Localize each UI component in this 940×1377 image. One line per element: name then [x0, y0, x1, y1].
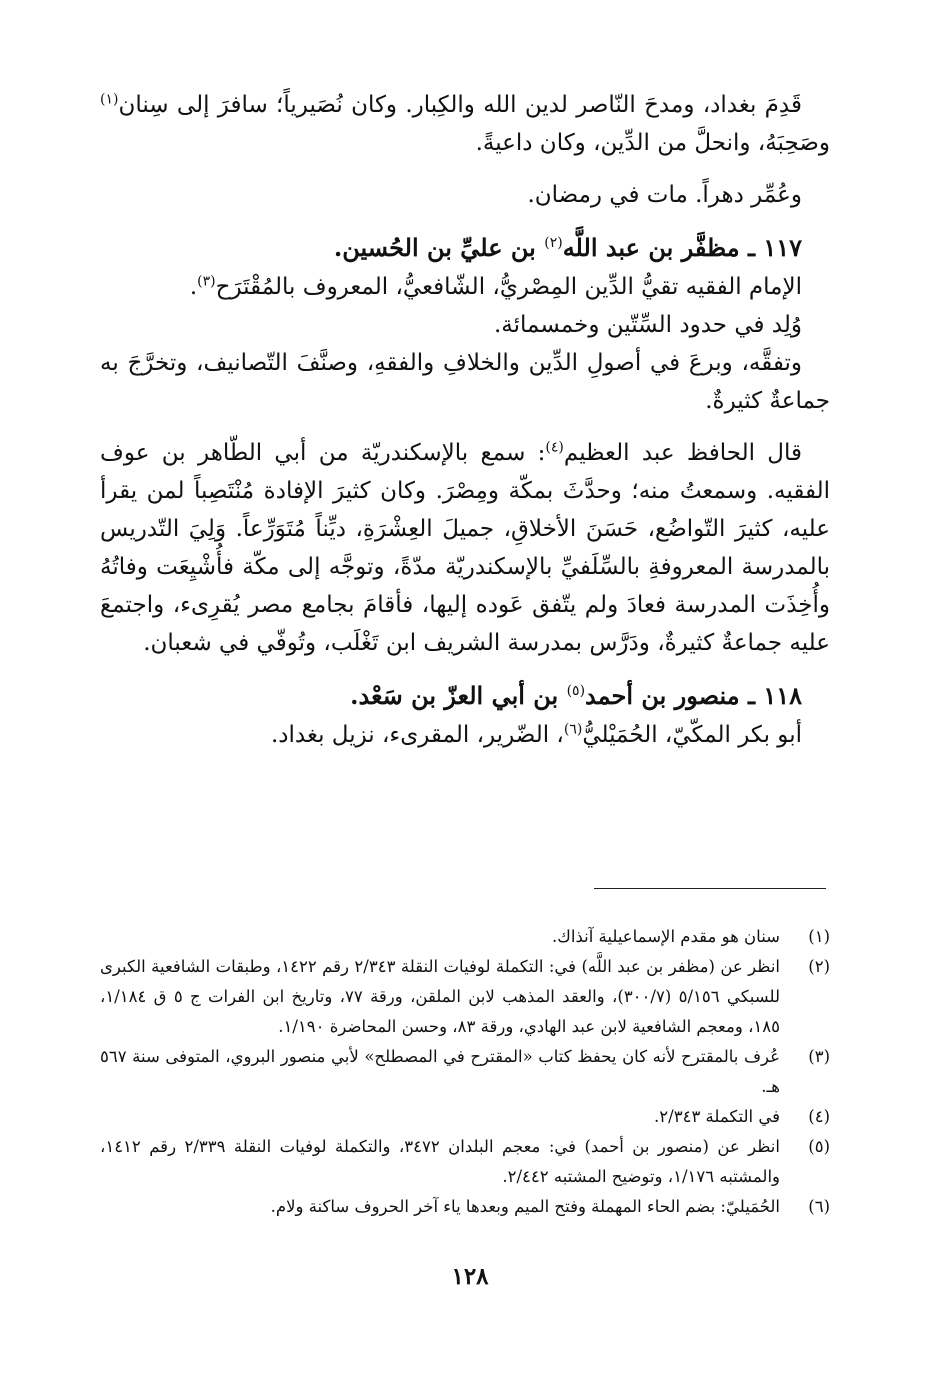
entry-117-line-2	[100, 306, 830, 344]
footnote-ref-3: (٣)	[197, 273, 216, 290]
entry-118-title	[100, 676, 830, 716]
main-text	[100, 86, 830, 754]
footnote-number: (٢)	[808, 957, 830, 976]
footnote-ref-2: (٢)	[544, 235, 563, 251]
footnote-text: انظر عن (مظفر بن عبد اللَّه) في: التكملة لوفيات النقلة ٢/٣٤٣ رقم ١٤٢٢، وطبقات الشافعية الكبرى للسبكي ٥/١٥٦ (٣٠٠/٧)، والعقد المذهب لابن الملقن، ورقة ٧٧، وتاريخ ابن الفرات ج ٥ ق ١/١٨٤، ١٨٥، ومعجم الشافعية لابن عبد الهادي، ورقة ٨٣، وحسن المحاضرة ١/١٩٠.	[100, 957, 780, 1036]
footnote-5	[100, 1132, 830, 1192]
footnote-number: (٥)	[808, 1137, 830, 1156]
footnote-4	[100, 1102, 830, 1132]
footnote-text: انظر عن (منصور بن أحمد) في: معجم البلدان ٣٤٧٢، والتكملة لوفيات النقلة ٢/٣٣٩ رقم ١٤١٢، والمشتبه ١/١٧٦، وتوضيح المشتبه ٢/٤٤٢.	[100, 1137, 780, 1186]
entry-117-quote-start: قال الحافظ عبد العظيم	[563, 440, 802, 466]
footnote-divider	[594, 888, 826, 889]
entry-118-line-1-text: أبو بكر المكّيّ، الحُمَيْليُّ	[582, 722, 802, 748]
entry-117-quote	[100, 434, 830, 662]
entry-118-heading: ١١٨ ـ منصور بن أحمد	[585, 681, 802, 710]
footnote-3	[100, 1042, 830, 1102]
entry-118-heading-rest: بن أبي العزّ بن سَعْد.	[350, 681, 567, 710]
entry-117-heading: ١١٧ ـ مظفَّر بن عبد اللَّه	[562, 233, 802, 262]
footnote-2	[100, 952, 830, 1042]
footnote-text: عُرف بالمقترح لأنه كان يحفظ كتاب «المقترح في المصطلح» لأبي منصور البروي، المتوفى سنة ٥٦٧ هـ.	[100, 1047, 780, 1096]
footnotes-section	[100, 922, 830, 1222]
intro-text: قَدِمَ بغداد، ومدحَ النّاصر لدين الله والكِبار. وكان نُصَيرياً؛ سافرَ إلى سِنان	[118, 92, 802, 118]
paragraph-intro	[100, 86, 830, 162]
footnote-ref-4: (٤)	[545, 439, 564, 456]
age-text: وعُمِّر دهراً. مات في رمضان.	[527, 182, 802, 208]
entry-117-heading-rest: بن عليِّ بن الحُسين.	[333, 233, 545, 262]
footnote-number: (٣)	[808, 1047, 830, 1066]
footnote-number: (٤)	[808, 1107, 830, 1126]
footnote-text: الحُمَيليّ: بضم الحاء المهملة وفتح الميم وبعدها ياء آخر الحروف ساكنة ولام.	[270, 1197, 780, 1216]
footnote-1	[100, 922, 830, 952]
entry-117-title	[100, 228, 830, 268]
footnote-ref-6: (٦)	[563, 721, 583, 738]
footnote-number: (٦)	[808, 1197, 830, 1216]
entry-117-line-3-text: وتفقَّه، وبرعَ في أصولِ الدِّين والخلافِ والفقهِ، وصنَّفَ التّصانيف، وتخرَّجَ به جماعةٌ كثيرةٌ.	[100, 350, 830, 414]
page-number: ١٢٨	[451, 1263, 489, 1290]
footnote-6	[100, 1192, 830, 1222]
entry-117-line-3	[100, 344, 830, 420]
entry-117-line-1-end: .	[189, 274, 198, 300]
footnote-text: في التكملة ٢/٣٤٣.	[654, 1107, 780, 1126]
footnote-ref-1: (١)	[100, 91, 119, 108]
entry-118-line-1-end: ، الضّرير، المقرىء، نزيل بغداد.	[270, 722, 564, 748]
entry-117-line-2-text: وُلِد في حدود السِّتّين وخمسمائة.	[493, 312, 802, 338]
footnote-text: سنان هو مقدم الإسماعيلية آنذاك.	[552, 927, 780, 946]
intro-text-rest: وصَحِبَهُ، وانحلَّ من الدِّين، وكان داعيةً.	[475, 130, 830, 156]
footnote-number: (١)	[808, 927, 830, 946]
paragraph-age	[100, 176, 830, 214]
entry-117-line-1-text: الإمام الفقيه تقيُّ الدِّين المِصْريُّ، الشّافعيُّ، المعروف بالمُقْتَرَح	[215, 274, 802, 300]
entry-118-line-1	[100, 716, 830, 754]
footnote-ref-5: (٥)	[566, 683, 586, 699]
entry-117-line-1	[100, 268, 830, 306]
entry-117-quote-text: : سمع بالإسكندريّة من أبي الطّاهر بن عوف الفقيه. وسمعتُ منه؛ وحدَّثَ بمكّة ومِصْرَ. وكان كثيرَ الإفادة مُنْتَصِباً لمن يقرأ عليه، كثيرَ التّواضُع، حَسَنَ الأخلاقِ، جميلَ العِشْرَةِ، ديِّناً مُتَوَرِّعاً. وَلِيَ التّدريس بالمدرسة المعروفةِ بالسِّلَفيِّ بالإسكندريّة مدّةً، وتوجَّه إلى مكّة فأُشْيِعَت وفاتُهُ وأُخِذَت المدرسة فعادَ ولم يتّفق عَوده إليها، فأقامَ بجامع مصر يُقرِىء، واجتمعَ عليه جماعةٌ كثيرةٌ، ودَرَّس بمدرسة الشريف ابن تَغْلَب، وتُوفّي في شعبان.	[100, 440, 830, 656]
